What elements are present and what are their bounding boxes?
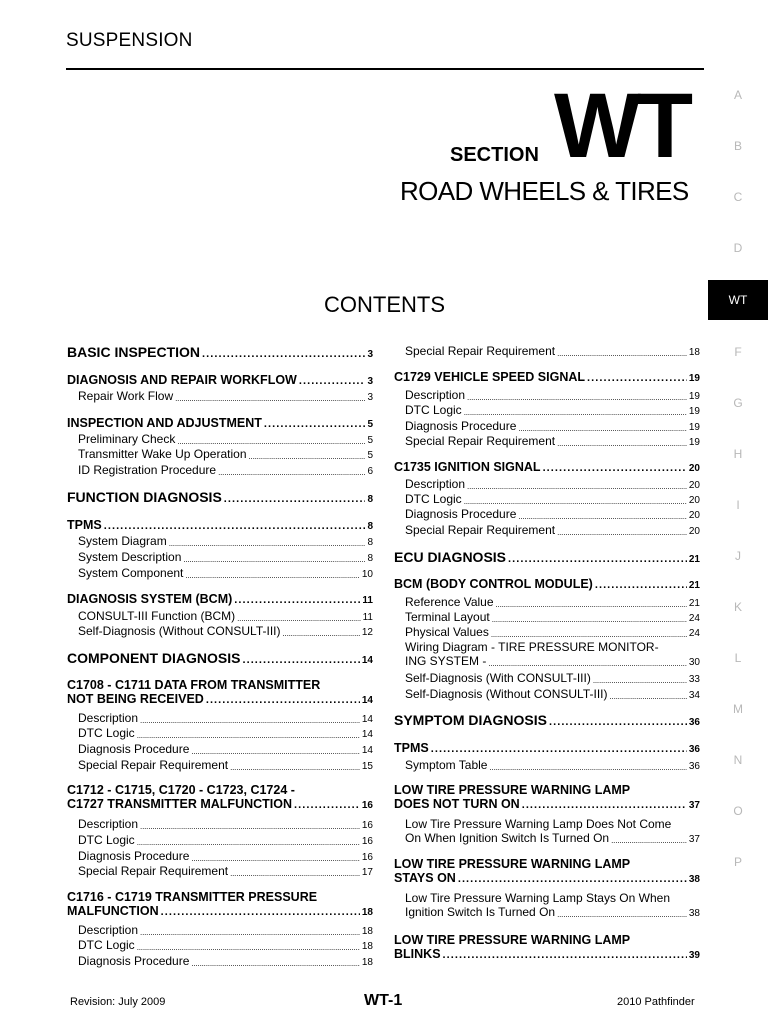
toc-page-number: 14 (361, 745, 373, 756)
toc-entry-title: Description (78, 817, 139, 831)
toc-page-number: 16 (361, 800, 373, 811)
toc-entry[interactable] (394, 434, 700, 448)
toc-entry-title: Special Repair Requirement (405, 434, 556, 448)
toc-entry[interactable] (67, 550, 373, 564)
toc-page-number: 17 (361, 867, 373, 878)
toc-entry-title: C1735 IGNITION SIGNAL (394, 460, 541, 474)
section-tab-o[interactable]: O (733, 804, 743, 818)
toc-entry-title-first-line: C1716 - C1719 TRANSMITTER PRESSURE (67, 890, 318, 904)
toc-leader-dots (224, 493, 366, 505)
toc-page-number: 38 (688, 874, 700, 885)
contents-heading: CONTENTS (324, 292, 445, 317)
toc-leader-dots (191, 747, 359, 756)
toc-entry-title: Physical Values (405, 625, 489, 639)
toc-entry-title-first-line: LOW TIRE PRESSURE WARNING LAMP (394, 783, 631, 797)
section-tab-wt[interactable]: WT (708, 280, 768, 320)
toc-entry[interactable] (67, 609, 373, 623)
toc-leader-dots (140, 822, 360, 831)
toc-entry[interactable] (67, 726, 373, 740)
toc-page-number: 24 (688, 628, 700, 639)
toc-entry-title-first-line: C1708 - C1711 DATA FROM TRANSMITTER (67, 678, 321, 692)
toc-leader-dots (206, 694, 360, 706)
toc-entry[interactable] (67, 833, 373, 847)
toc-page-number: 18 (361, 926, 373, 937)
toc-entry-title-first-line: C1712 - C1715, C1720 - C1723, C1724 - (67, 783, 295, 797)
toc-entry-title: Transmitter Wake Up Operation (78, 447, 247, 461)
toc-leader-dots (489, 763, 686, 772)
toc-entry-title: DTC Logic (78, 938, 135, 952)
toc-page-number: 20 (688, 526, 700, 537)
toc-leader-dots (230, 763, 360, 772)
toc-entry[interactable] (67, 758, 373, 772)
toc-entry[interactable] (67, 650, 373, 666)
toc-page-number: 8 (367, 553, 373, 564)
toc-page-number: 5 (367, 450, 373, 461)
section-tab-i[interactable]: I (736, 498, 740, 512)
toc-leader-dots (283, 629, 360, 638)
toc-entry-title: Repair Work Flow (78, 389, 174, 403)
toc-entry[interactable] (394, 577, 700, 591)
toc-entry[interactable] (394, 671, 700, 685)
toc-entry-title: On When Ignition Switch Is Turned On (405, 831, 610, 845)
toc-entry-title: DTC Logic (78, 726, 135, 740)
header-title: SUSPENSION (66, 30, 193, 51)
toc-entry[interactable] (67, 954, 373, 968)
toc-leader-dots (557, 910, 687, 919)
toc-entry[interactable] (394, 817, 700, 845)
toc-entry-title: Reference Value (405, 595, 494, 609)
toc-page-number: 12 (361, 627, 373, 638)
section-tab-h[interactable]: H (733, 447, 743, 461)
toc-entry-title: ECU DIAGNOSIS (394, 549, 507, 565)
toc-entry-title-first-line: LOW TIRE PRESSURE WARNING LAMP (394, 933, 631, 947)
toc-entry[interactable] (394, 933, 700, 961)
toc-entry-title: System Diagram (78, 534, 167, 548)
toc-page-number: 3 (367, 349, 373, 360)
toc-leader-dots (191, 854, 359, 863)
toc-entry-title: Diagnosis Procedure (78, 849, 190, 863)
toc-leader-dots (467, 393, 687, 402)
toc-entry-title: DTC Logic (405, 403, 462, 417)
toc-entry[interactable] (394, 687, 700, 701)
toc-entry-title: SYMPTOM DIAGNOSIS (394, 712, 547, 728)
toc-page-number: 6 (367, 466, 373, 477)
toc-entry[interactable] (67, 864, 373, 878)
toc-entry[interactable] (67, 566, 373, 580)
toc-entry-title: Terminal Layout (405, 610, 490, 624)
toc-entry[interactable] (394, 640, 700, 668)
section-tab-n[interactable]: N (733, 753, 743, 767)
toc-entry[interactable] (67, 518, 373, 532)
toc-page-number: 5 (367, 419, 373, 430)
toc-page-number: 15 (361, 761, 373, 772)
toc-entry[interactable] (394, 370, 700, 384)
toc-entry-title: Diagnosis Procedure (78, 954, 190, 968)
toc-leader-dots (522, 799, 687, 811)
section-label: SECTION (450, 144, 539, 166)
toc-entry-title: Special Repair Requirement (78, 864, 229, 878)
toc-page-number: 37 (688, 834, 700, 845)
toc-entry[interactable] (394, 857, 700, 885)
section-tab-m[interactable]: M (733, 702, 743, 716)
toc-entry-title: System Component (78, 566, 184, 580)
toc-leader-dots (458, 873, 687, 885)
toc-leader-dots (611, 836, 687, 845)
toc-leader-dots (492, 615, 687, 624)
section-title: ROAD WHEELS & TIRES (400, 176, 689, 206)
section-tab-index (708, 0, 768, 1024)
footer-page-number: WT-1 (364, 992, 403, 1009)
toc-entry-title-first-line: Low Tire Pressure Warning Lamp Does Not Come (405, 817, 672, 831)
toc-page-number: 21 (688, 580, 700, 591)
toc-entry-title: ID Registration Procedure (78, 463, 217, 477)
toc-leader-dots (543, 462, 687, 474)
toc-page-number: 36 (688, 761, 700, 772)
toc-leader-dots (264, 418, 366, 430)
toc-page-number: 18 (361, 907, 373, 918)
toc-leader-dots (137, 838, 360, 847)
toc-entry[interactable] (394, 758, 700, 772)
toc-entry-title-first-line: Low Tire Pressure Warning Lamp Stays On When (405, 891, 670, 905)
toc-leader-dots (137, 943, 360, 952)
toc-entry[interactable] (394, 523, 700, 537)
toc-entry-title: COMPONENT DIAGNOSIS (67, 650, 241, 666)
toc-entry[interactable] (67, 849, 373, 863)
toc-leader-dots (294, 799, 360, 811)
toc-leader-dots (169, 539, 366, 548)
toc-entry-title: ING SYSTEM - (405, 654, 487, 668)
toc-leader-dots (431, 743, 687, 755)
toc-entry[interactable] (394, 712, 700, 728)
toc-leader-dots (496, 600, 687, 609)
toc-leader-dots (175, 394, 365, 403)
toc-page-number: 24 (688, 613, 700, 624)
toc-entry-title-first-line: LOW TIRE PRESSURE WARNING LAMP (394, 857, 631, 871)
toc-entry[interactable] (67, 592, 373, 606)
toc-page-number: 37 (688, 800, 700, 811)
toc-page-number: 20 (688, 495, 700, 506)
toc-entry[interactable] (394, 891, 700, 919)
toc-entry-title: TPMS (394, 741, 429, 755)
toc-entry-title: TPMS (67, 518, 102, 532)
toc-leader-dots (518, 512, 686, 521)
section-tab-k[interactable]: K (733, 600, 742, 614)
toc-entry-title: BASIC INSPECTION (67, 344, 201, 360)
toc-page-number: 8 (367, 494, 373, 505)
toc-entry[interactable] (394, 477, 700, 491)
footer-model: 2010 Pathfinder (617, 996, 695, 1008)
toc-entry-title: BCM (BODY CONTROL MODULE) (394, 577, 593, 591)
toc-entry[interactable] (394, 403, 700, 417)
toc-entry-title: BLINKS (394, 947, 441, 961)
toc-leader-dots (488, 659, 687, 668)
toc-page-number: 18 (361, 941, 373, 952)
toc-entry-title: DIAGNOSIS SYSTEM (BCM) (67, 592, 233, 606)
toc-page-number: 19 (688, 437, 700, 448)
toc-page-number: 38 (688, 908, 700, 919)
toc-entry[interactable] (394, 460, 700, 474)
toc-page-number: 14 (361, 714, 373, 725)
toc-entry[interactable] (67, 463, 373, 477)
toc-leader-dots (104, 520, 366, 532)
toc-entry-title: Description (405, 388, 466, 402)
toc-entry[interactable] (67, 373, 373, 387)
toc-page-number: 16 (361, 852, 373, 863)
toc-entry[interactable] (67, 923, 373, 937)
toc-page-number: 36 (688, 717, 700, 728)
toc-leader-dots (249, 452, 366, 461)
toc-page-number: 33 (688, 674, 700, 685)
header-rule (66, 68, 704, 70)
toc-leader-dots (202, 348, 365, 360)
toc-entry[interactable] (67, 344, 373, 360)
toc-entry[interactable] (67, 432, 373, 446)
toc-entry-title: Symptom Table (405, 758, 488, 772)
toc-entry[interactable] (394, 492, 700, 506)
toc-page-number: 14 (361, 695, 373, 706)
toc-page-number: 16 (361, 836, 373, 847)
toc-entry[interactable] (67, 624, 373, 638)
toc-leader-dots (467, 482, 687, 491)
toc-page-number: 11 (362, 595, 373, 606)
toc-entry[interactable] (67, 938, 373, 952)
toc-leader-dots (137, 731, 360, 740)
toc-entry[interactable] (67, 678, 373, 706)
toc-leader-dots (230, 869, 360, 878)
toc-page-number: 34 (688, 690, 700, 701)
toc-entry-title: C1727 TRANSMITTER MALFUNCTION (67, 797, 293, 811)
section-tab-g[interactable]: G (733, 396, 743, 410)
toc-entry-title: Special Repair Requirement (405, 523, 556, 537)
toc-leader-dots (218, 468, 365, 477)
toc-page-number: 16 (361, 820, 373, 831)
toc-leader-dots (491, 630, 687, 639)
toc-entry[interactable] (394, 610, 700, 624)
toc-entry-title: DIAGNOSIS AND REPAIR WORKFLOW (67, 373, 297, 387)
toc-leader-dots (549, 716, 687, 728)
toc-leader-dots (161, 906, 360, 918)
toc-leader-dots (234, 594, 360, 606)
toc-entry[interactable] (67, 534, 373, 548)
toc-entry[interactable] (67, 416, 373, 430)
section-tab-l[interactable]: L (734, 651, 742, 665)
toc-entry-title-first-line: Wiring Diagram - TIRE PRESSURE MONITOR- (405, 640, 659, 654)
toc-page-number: 21 (688, 554, 700, 565)
toc-entry[interactable] (394, 625, 700, 639)
toc-page-number: 18 (361, 957, 373, 968)
toc-entry-title: Diagnosis Procedure (78, 742, 190, 756)
toc-page-number: 21 (688, 598, 700, 609)
toc-leader-dots (557, 439, 687, 448)
section-tab-f[interactable]: F (734, 345, 742, 359)
toc-entry[interactable] (67, 783, 373, 811)
section-tab-p[interactable]: P (733, 855, 742, 869)
toc-page-number: 20 (688, 463, 700, 474)
toc-page-number: 14 (361, 655, 373, 666)
toc-page-number: 20 (688, 510, 700, 521)
toc-entry-title: Self-Diagnosis (With CONSULT-III) (405, 671, 591, 685)
toc-page-number: 30 (688, 657, 700, 668)
toc-leader-dots (237, 614, 360, 623)
toc-leader-dots (464, 497, 687, 506)
toc-entry-title: Ignition Switch Is Turned On (405, 905, 556, 919)
toc-page-number: 19 (688, 422, 700, 433)
toc-entry[interactable] (394, 783, 700, 811)
toc-entry-title: Description (405, 477, 466, 491)
toc-page-number: 3 (367, 392, 373, 403)
toc-entry-title: FUNCTION DIAGNOSIS (67, 489, 222, 505)
toc-entry-title: DTC Logic (405, 492, 462, 506)
toc-entry[interactable] (394, 595, 700, 609)
toc-entry[interactable] (394, 507, 700, 521)
toc-entry[interactable] (67, 711, 373, 725)
toc-leader-dots (587, 372, 687, 384)
toc-leader-dots (557, 349, 687, 358)
toc-page-number: 19 (688, 391, 700, 402)
toc-leader-dots (557, 528, 687, 537)
section-tab-c[interactable]: C (733, 190, 743, 204)
toc-entry-title: NOT BEING RECEIVED (67, 692, 204, 706)
footer-revision: Revision: July 2009 (70, 996, 166, 1008)
toc-entry[interactable] (67, 742, 373, 756)
toc-leader-dots (191, 959, 359, 968)
toc-leader-dots (299, 375, 366, 387)
toc-entry[interactable] (394, 741, 700, 755)
toc-entry[interactable] (394, 344, 700, 358)
toc-page-number: 14 (361, 729, 373, 740)
toc-entry[interactable] (394, 388, 700, 402)
toc-leader-dots (242, 654, 359, 666)
toc-page-number: 19 (688, 373, 700, 384)
section-tab-j[interactable]: J (735, 549, 741, 563)
toc-page-number: 18 (688, 347, 700, 358)
toc-leader-dots (593, 676, 687, 685)
toc-page-number: 5 (367, 435, 373, 446)
toc-leader-dots (443, 949, 687, 961)
toc-entry-title: C1729 VEHICLE SPEED SIGNAL (394, 370, 586, 384)
toc-leader-dots (140, 928, 360, 937)
toc-entry-title: System Description (78, 550, 182, 564)
toc-page-number: 8 (367, 521, 373, 532)
toc-entry-title: Description (78, 923, 139, 937)
toc-leader-dots (183, 555, 365, 564)
toc-entry[interactable] (67, 489, 373, 505)
toc-leader-dots (140, 716, 360, 725)
toc-entry[interactable] (394, 419, 700, 433)
toc-entry[interactable] (67, 447, 373, 461)
toc-leader-dots (595, 579, 687, 591)
section-tab-a[interactable]: A (733, 88, 742, 102)
toc-page-number: 3 (367, 376, 373, 387)
toc-page-number: 39 (688, 950, 700, 961)
toc-entry-title: STAYS ON (394, 871, 456, 885)
toc-leader-dots (518, 424, 686, 433)
toc-entry-title: Special Repair Requirement (405, 344, 556, 358)
toc-entry[interactable] (67, 817, 373, 831)
toc-page-number: 20 (688, 480, 700, 491)
toc-page-number: 10 (361, 569, 373, 580)
section-code: WT (554, 75, 690, 177)
toc-entry[interactable] (67, 389, 373, 403)
toc-entry-title: Special Repair Requirement (78, 758, 229, 772)
toc-leader-dots (610, 692, 687, 701)
section-tab-d[interactable]: D (733, 241, 743, 255)
toc-entry-title: Diagnosis Procedure (405, 507, 517, 521)
toc-entry[interactable] (394, 549, 700, 565)
toc-entry-title: DTC Logic (78, 833, 135, 847)
toc-page-number: 19 (688, 406, 700, 417)
toc-entry-title: Diagnosis Procedure (405, 419, 517, 433)
toc-leader-dots (464, 408, 687, 417)
toc-entry-title: INSPECTION AND ADJUSTMENT (67, 416, 262, 430)
toc-leader-dots (508, 553, 687, 565)
toc-entry-title: DOES NOT TURN ON (394, 797, 520, 811)
toc-leader-dots (177, 437, 365, 446)
toc-page-number: 36 (688, 744, 700, 755)
toc-entry-title: CONSULT-III Function (BCM) (78, 609, 236, 623)
toc-page-number: 11 (362, 612, 373, 623)
toc-page-number: 8 (367, 537, 373, 548)
toc-entry[interactable] (67, 890, 373, 918)
toc-entry-title: Preliminary Check (78, 432, 176, 446)
toc-entry-title: MALFUNCTION (67, 904, 159, 918)
toc-entry-title: Self-Diagnosis (Without CONSULT-III) (405, 687, 608, 701)
section-tab-b[interactable]: B (733, 139, 742, 153)
toc-entry-title: Self-Diagnosis (Without CONSULT-III) (78, 624, 281, 638)
toc-leader-dots (185, 571, 359, 580)
toc-entry-title: Description (78, 711, 139, 725)
